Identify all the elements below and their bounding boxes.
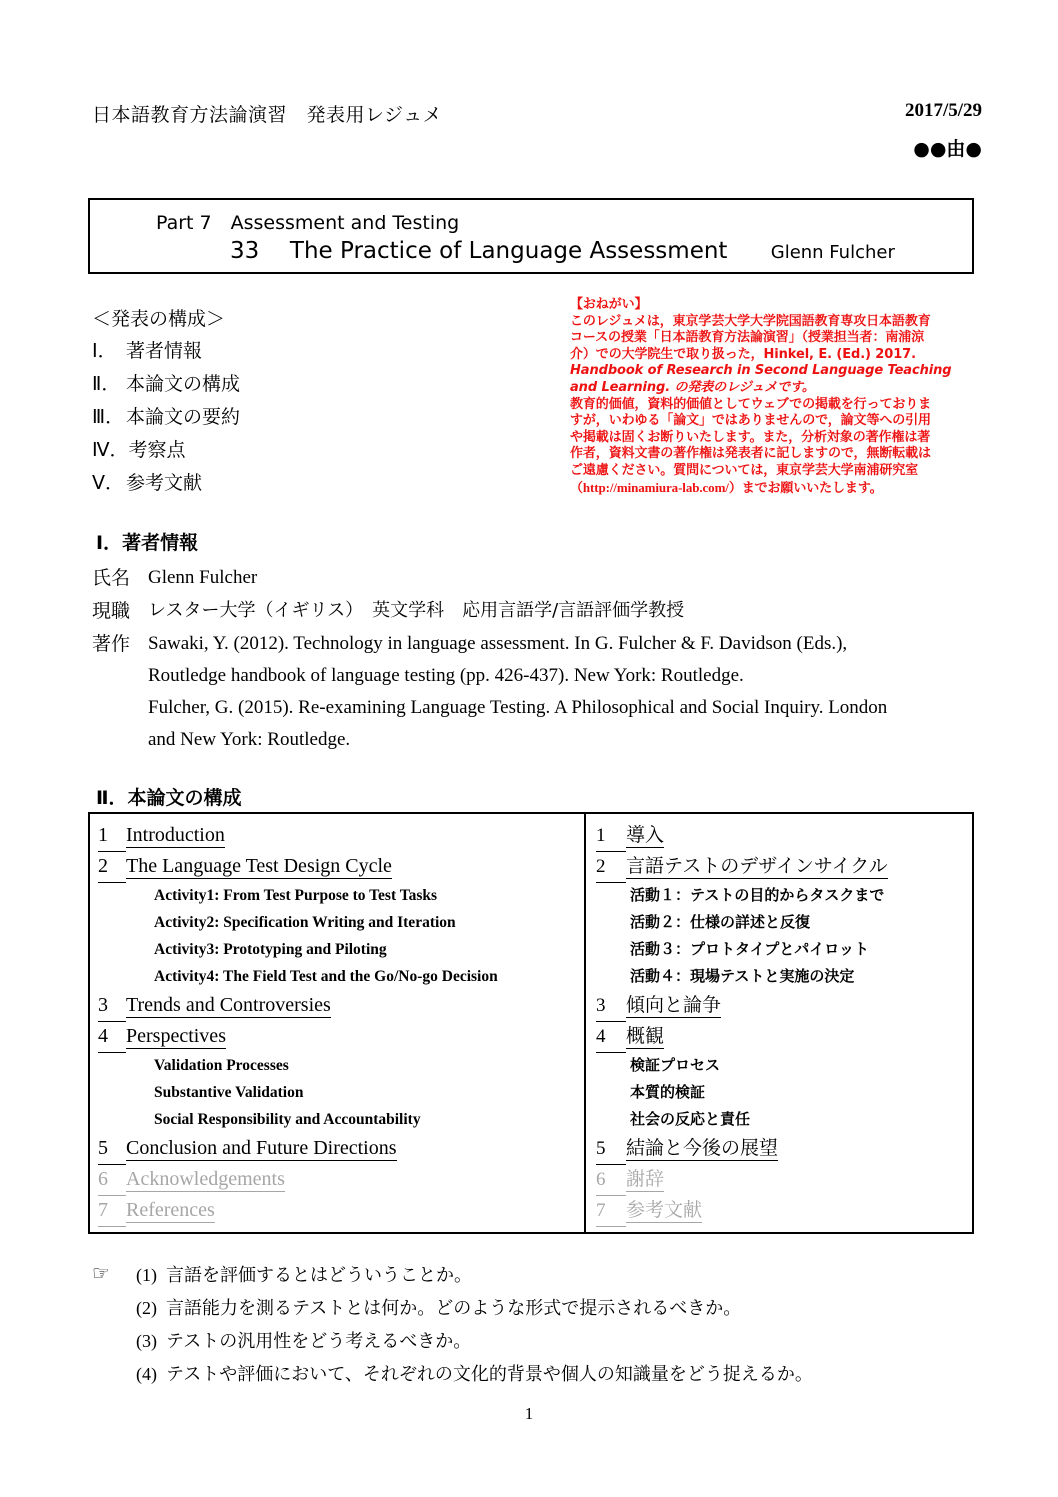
discussion-questions — [92, 1259, 972, 1391]
structure-section-row — [98, 820, 584, 851]
question-text: テストや評価において、それぞれの文化的背景や個人の知識量をどう捉えるか。 — [166, 1364, 813, 1385]
paper-structure-table — [88, 812, 974, 1234]
author-works-row — [92, 628, 982, 756]
structure-subsection-row: 活動３：プロトタイプとパイロット — [630, 940, 869, 958]
header-presenter-name: ●●由● — [913, 138, 982, 160]
structure-section-row — [98, 851, 584, 882]
outline-heading: ＜発表の構成＞ — [92, 308, 226, 330]
structure-subsection-row: 検証プロセス — [630, 1056, 721, 1074]
presentation-outline — [92, 303, 392, 500]
question-text: 言語能力を測るテストとは何か。どのような形式で提示されるべきか。 — [166, 1298, 742, 1319]
structure-section-number: 1 — [98, 820, 126, 852]
structure-subsection-row: Social Responsibility and Accountability — [154, 1111, 421, 1128]
structure-section-number: 4 — [596, 1021, 626, 1053]
chapter-author: Glenn Fulcher — [770, 242, 895, 263]
page-number: 1 — [524, 1404, 534, 1423]
structure-subsection-row: Activity2: Specification Writing and Iteration — [154, 914, 456, 931]
structure-section-row — [98, 1195, 584, 1226]
course-title: 日本語教育方法論演習 発表用レジュメ — [92, 104, 443, 126]
question-number: (4) — [136, 1364, 157, 1384]
structure-section-title: The Language Test Design Cycle — [126, 855, 392, 877]
outline-item-label: 著者情報 — [126, 340, 203, 362]
notice-line: すが，いわゆる「論文」ではありませんので，論文等への引用 — [570, 413, 931, 429]
structure-section-title: 謝辞 — [626, 1168, 665, 1190]
notice-line: Handbook of Research in Second Language Teaching — [570, 363, 952, 379]
author-name-value: Glenn Fulcher — [148, 567, 258, 588]
question-number: (1) — [136, 1265, 157, 1285]
structure-section-title: 言語テストのデザインサイクル — [626, 855, 888, 877]
structure-section-row — [98, 990, 584, 1021]
outline-item — [92, 368, 392, 401]
structure-section-number: 6 — [596, 1164, 626, 1196]
structure-subsection-row: Activity3: Prototyping and Piloting — [154, 941, 387, 958]
outline-item — [92, 401, 392, 434]
notice-line: （http://minamiura-lab.com/）までお願いいたします。 — [570, 479, 883, 495]
question-list — [136, 1259, 972, 1391]
structure-section-number: 1 — [596, 820, 626, 852]
structure-section-row — [596, 851, 972, 882]
outline-item-numeral: Ⅲ． — [92, 407, 125, 428]
structure-subsection-row: Validation Processes — [154, 1057, 289, 1074]
author-info-row — [92, 595, 982, 628]
structure-section-number: 7 — [596, 1195, 626, 1227]
notice-line: 作者，資料文書の著作権は発表者に記しますので，無断転載は — [570, 446, 931, 462]
author-work-entry: and New York: Routledge. — [148, 729, 351, 750]
copyright-notice — [570, 297, 982, 496]
author-work-entry: Routledge handbook of language testing (pp. 426-437). New York: Routledge. — [148, 665, 744, 686]
question-number: (2) — [136, 1298, 157, 1318]
structure-section-number: 5 — [596, 1133, 626, 1165]
structure-section-title: Introduction — [126, 824, 225, 846]
part-label: Part 7 Assessment and Testing — [156, 212, 460, 234]
outline-item-label: 参考文献 — [126, 472, 203, 494]
notice-line: や掲載は固くお断りいたします。また，分析対象の著作権は著 — [570, 429, 931, 445]
chapter-title: The Practice of Language Assessment — [289, 238, 728, 264]
question-text: 言語を評価するとはどういうことか。 — [166, 1265, 472, 1286]
outline-item-label: 考察点 — [128, 439, 186, 461]
structure-subsection-row: 活動４：現場テストと実施の決定 — [630, 967, 855, 985]
notice-line: 介）での大学院生で取り扱った，Hinkel, E. (Ed.) 2017. — [570, 346, 916, 362]
author-work-entry: Fulcher, G. (2015). Re-examining Language Testing. A Philosophical and Social Inquiry. London — [148, 697, 888, 718]
structure-section-number: 2 — [98, 851, 126, 883]
author-info-block — [92, 562, 982, 756]
structure-subsection-row: 社会の反応と責任 — [630, 1110, 751, 1128]
question-number: (3) — [136, 1331, 157, 1351]
structure-section-row — [596, 1021, 972, 1052]
structure-subsection-row: 本質的検証 — [630, 1083, 706, 1101]
chapter-heading — [230, 238, 895, 264]
notice-line: このレジュメは，東京学芸大学大学院国語教育専攻日本語教育 — [570, 313, 931, 329]
question-item — [136, 1292, 972, 1325]
structure-section-number: 5 — [98, 1133, 126, 1165]
structure-section-row — [596, 820, 972, 851]
structure-subsection-row: Activity4: The Field Test and the Go/No-go Decision — [154, 968, 498, 985]
structure-section-title: 概観 — [626, 1025, 665, 1047]
structure-column-japanese — [586, 814, 972, 1232]
section-heading-author-info: Ⅰ．著者情報 — [96, 532, 199, 554]
structure-section-row — [596, 990, 972, 1021]
author-position-value: レスター大学（イギリス） 英文学科 応用言語学/言語評価学教授 — [148, 600, 685, 621]
structure-subsection-row: Activity1: From Test Purpose to Test Tasks — [154, 887, 438, 904]
outline-item — [92, 434, 392, 467]
outline-item — [92, 335, 392, 368]
structure-section-title: References — [126, 1199, 215, 1221]
outline-item-numeral: Ⅴ． — [92, 473, 124, 494]
structure-section-row — [596, 1195, 972, 1226]
structure-subsection-row: 活動１：テストの目的からタスクまで — [630, 886, 885, 904]
structure-section-title: 参考文献 — [626, 1199, 703, 1221]
structure-section-number: 4 — [98, 1021, 126, 1053]
structure-section-title: 結論と今後の展望 — [626, 1137, 779, 1159]
chapter-title-box — [88, 198, 974, 274]
structure-section-number: 7 — [98, 1195, 126, 1227]
author-info-row — [92, 562, 982, 595]
notice-line: ご遠慮ください。質問については，東京学芸大学南浦研究室 — [570, 462, 919, 478]
structure-section-row — [98, 1133, 584, 1164]
structure-section-number: 2 — [596, 851, 626, 883]
structure-section-title: Perspectives — [126, 1025, 226, 1047]
author-works-label: 著作 — [92, 633, 131, 655]
structure-section-row — [98, 1164, 584, 1195]
outline-item-numeral: Ⅱ． — [92, 374, 121, 395]
structure-section-row — [98, 1021, 584, 1052]
outline-item-numeral: Ⅳ． — [92, 440, 129, 461]
structure-section-title: 傾向と論争 — [626, 994, 722, 1016]
structure-column-english — [90, 814, 586, 1232]
author-position-label: 現職 — [92, 600, 131, 622]
author-work-entry: Sawaki, Y. (2012). Technology in language assessment. In G. Fulcher & F. Davidson (Eds.), — [148, 633, 848, 654]
structure-section-title: Acknowledgements — [126, 1168, 285, 1190]
structure-section-number: 6 — [98, 1164, 126, 1196]
section-heading-structure: Ⅱ．本論文の構成 — [96, 787, 242, 809]
notice-line: 教育的価値，資料的価値としてウェブでの掲載を行っておりま — [570, 396, 932, 412]
question-item — [136, 1358, 972, 1391]
outline-item-label: 本論文の要約 — [126, 406, 241, 428]
chapter-number: 33 — [230, 238, 260, 264]
structure-section-number: 3 — [596, 990, 626, 1022]
header-date: 2017/5/29 — [904, 100, 982, 121]
structure-section-row — [596, 1133, 972, 1164]
notice-line: 【おねがい】 — [570, 297, 648, 312]
notice-line: コースの授業「日本語教育方法論演習」（授業担当者：南浦涼 — [570, 330, 925, 346]
question-item — [136, 1259, 972, 1292]
page-header — [92, 100, 984, 170]
outline-item-numeral: Ⅰ． — [92, 341, 117, 362]
structure-section-row — [596, 1164, 972, 1195]
structure-section-title: 導入 — [626, 824, 665, 846]
outline-item-list — [92, 335, 392, 500]
structure-section-title: Conclusion and Future Directions — [126, 1137, 397, 1159]
question-text: テストの汎用性をどう考えるべきか。 — [166, 1331, 472, 1352]
structure-subsection-row: 活動２：仕様の詳述と反復 — [630, 913, 811, 931]
structure-section-title: Trends and Controversies — [126, 994, 331, 1016]
structure-section-number: 3 — [98, 990, 126, 1022]
notice-line: and Learning. の発表のレジュメです。 — [570, 379, 815, 395]
question-item — [136, 1325, 972, 1358]
pointing-hand-icon: ☞ — [92, 1261, 110, 1285]
author-works-list — [148, 628, 982, 756]
outline-item-label: 本論文の構成 — [126, 373, 241, 395]
structure-subsection-row: Substantive Validation — [154, 1084, 304, 1101]
outline-item — [92, 467, 392, 500]
author-name-label: 氏名 — [92, 567, 131, 589]
